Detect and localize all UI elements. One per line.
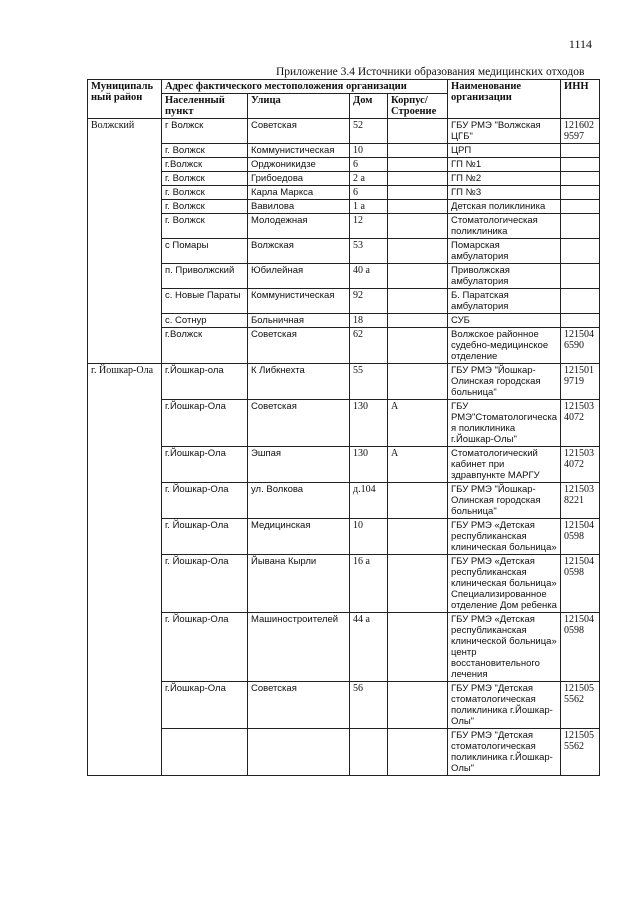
- cell-org: ГБУ РМЭ «Детская республиканская клиническая больница» Специализированное отделение Дом ребенка: [448, 555, 561, 613]
- cell-locality: с Помары: [162, 239, 248, 264]
- header-address: Адрес фактического местоположения организации: [162, 80, 448, 94]
- cell-building: [388, 555, 448, 613]
- cell-street: Коммунистическая: [248, 289, 350, 314]
- cell-building: [388, 144, 448, 158]
- cell-locality: с. Сотнур: [162, 314, 248, 328]
- cell-building: [388, 682, 448, 729]
- cell-street: Йывана Кырли: [248, 555, 350, 613]
- cell-building: [388, 172, 448, 186]
- cell-locality: г. Йошкар-Ола: [162, 519, 248, 555]
- table-row: [88, 172, 600, 186]
- cell-inn: [561, 200, 600, 214]
- cell-house: 18: [350, 314, 388, 328]
- table-row: [88, 682, 600, 729]
- cell-district: г. Йошкар-Ола: [88, 364, 162, 776]
- cell-locality: [162, 729, 248, 776]
- cell-building: [388, 289, 448, 314]
- table-row: [88, 239, 600, 264]
- cell-house: 12: [350, 214, 388, 239]
- cell-street: Вавилова: [248, 200, 350, 214]
- cell-street: Машиностроителей: [248, 613, 350, 682]
- cell-inn: [561, 158, 600, 172]
- cell-org: Б. Паратская амбулатория: [448, 289, 561, 314]
- cell-org: ГБУ РМЭ "Волжская ЦГБ": [448, 119, 561, 144]
- table-row: [88, 214, 600, 239]
- cell-org: Стоматологическая поликлиника: [448, 214, 561, 239]
- cell-house: [350, 729, 388, 776]
- cell-org: Волжское районное судебно-медицинское отделение: [448, 328, 561, 364]
- cell-house: 2 а: [350, 172, 388, 186]
- cell-locality: г.Йошкар-Ола: [162, 400, 248, 447]
- cell-house: 44 а: [350, 613, 388, 682]
- cell-house: 52: [350, 119, 388, 144]
- header-house: Дом: [350, 94, 388, 119]
- medical-waste-sources-table: [87, 79, 600, 776]
- cell-building: [388, 364, 448, 400]
- cell-building: [388, 158, 448, 172]
- table-body: [88, 119, 600, 776]
- cell-house: 1 а: [350, 200, 388, 214]
- cell-house: 55: [350, 364, 388, 400]
- cell-street: Коммунистическая: [248, 144, 350, 158]
- cell-street: Юбилейная: [248, 264, 350, 289]
- table-row: [88, 729, 600, 776]
- header-org: Наименование организации: [448, 80, 561, 119]
- cell-building: [388, 483, 448, 519]
- cell-inn: [561, 144, 600, 158]
- table-row: [88, 119, 600, 144]
- cell-street: Карла Маркса: [248, 186, 350, 200]
- cell-org: Приволжская амбулатория: [448, 264, 561, 289]
- cell-building: [388, 186, 448, 200]
- cell-house: 10: [350, 519, 388, 555]
- cell-inn: [561, 314, 600, 328]
- cell-house: 130: [350, 447, 388, 483]
- cell-house: 92: [350, 289, 388, 314]
- cell-org: ГБУ РМЭ «Детская республиканская клиническая больница»: [448, 519, 561, 555]
- table-row: [88, 328, 600, 364]
- header-district: Муниципальный район: [88, 80, 162, 119]
- cell-inn: 121503 8221: [561, 483, 600, 519]
- cell-locality: г. Волжск: [162, 144, 248, 158]
- cell-inn: [561, 264, 600, 289]
- cell-building: [388, 519, 448, 555]
- table-row: [88, 555, 600, 613]
- cell-house: 16 а: [350, 555, 388, 613]
- cell-inn: 121503 4072: [561, 400, 600, 447]
- cell-building: [388, 200, 448, 214]
- cell-inn: [561, 289, 600, 314]
- cell-street: [248, 729, 350, 776]
- table-row: [88, 200, 600, 214]
- header-locality: Населенный пункт: [162, 94, 248, 119]
- cell-house: д.104: [350, 483, 388, 519]
- cell-street: Волжская: [248, 239, 350, 264]
- cell-locality: г. Йошкар-Ола: [162, 555, 248, 613]
- cell-locality: г.Йошкар-ола: [162, 364, 248, 400]
- cell-house: 10: [350, 144, 388, 158]
- cell-locality: г.Йошкар-Ола: [162, 447, 248, 483]
- cell-org: ГБУ РМЭ "Детская стоматологическая поликлиника г.Йошкар-Олы": [448, 682, 561, 729]
- cell-building: [388, 239, 448, 264]
- cell-street: Больничная: [248, 314, 350, 328]
- cell-org: ЦРП: [448, 144, 561, 158]
- cell-org: Стоматологический кабинет при здравпункте МАРГУ: [448, 447, 561, 483]
- cell-inn: [561, 186, 600, 200]
- table-row: [88, 314, 600, 328]
- cell-org: СУБ: [448, 314, 561, 328]
- cell-house: 6: [350, 158, 388, 172]
- cell-org: ГБУ РМЭ"Стоматологическая поликлиника г.Йошкар-Олы": [448, 400, 561, 447]
- cell-inn: [561, 239, 600, 264]
- cell-building: А: [388, 400, 448, 447]
- cell-house: 130: [350, 400, 388, 447]
- header-building: Корпус/ Строение: [388, 94, 448, 119]
- cell-inn: 121503 4072: [561, 447, 600, 483]
- cell-building: [388, 314, 448, 328]
- cell-house: 53: [350, 239, 388, 264]
- header-inn: ИНН: [561, 80, 600, 119]
- cell-building: А: [388, 447, 448, 483]
- table-row: [88, 483, 600, 519]
- cell-house: 62: [350, 328, 388, 364]
- cell-street: Орджоникидзе: [248, 158, 350, 172]
- cell-locality: п. Приволжский: [162, 264, 248, 289]
- table-row: [88, 289, 600, 314]
- cell-street: Советская: [248, 119, 350, 144]
- cell-house: 40 а: [350, 264, 388, 289]
- cell-org: Помарская амбулатория: [448, 239, 561, 264]
- cell-building: [388, 328, 448, 364]
- table-row: [88, 264, 600, 289]
- cell-inn: 121504 6590: [561, 328, 600, 364]
- table-row: [88, 519, 600, 555]
- cell-inn: [561, 214, 600, 239]
- cell-street: ул. Волкова: [248, 483, 350, 519]
- cell-org: ГП №2: [448, 172, 561, 186]
- cell-building: [388, 264, 448, 289]
- cell-house: 6: [350, 186, 388, 200]
- page-number: 1114: [568, 37, 592, 51]
- cell-org: ГБУ РМЭ «Детская республиканская клинической больница» центр восстановительного лечения: [448, 613, 561, 682]
- cell-locality: г. Волжск: [162, 214, 248, 239]
- cell-street: Советская: [248, 328, 350, 364]
- table-row: [88, 447, 600, 483]
- cell-house: 56: [350, 682, 388, 729]
- cell-locality: г.Волжск: [162, 158, 248, 172]
- table-row: [88, 186, 600, 200]
- cell-inn: 121505 5562: [561, 682, 600, 729]
- cell-inn: [561, 172, 600, 186]
- header-street: Улица: [248, 94, 350, 119]
- cell-inn: 121504 0598: [561, 555, 600, 613]
- cell-locality: г. Волжск: [162, 172, 248, 186]
- cell-inn: 121602 9597: [561, 119, 600, 144]
- cell-inn: 121504 0598: [561, 519, 600, 555]
- cell-locality: г.Волжск: [162, 328, 248, 364]
- cell-street: Молодежная: [248, 214, 350, 239]
- cell-locality: г.Йошкар-Ола: [162, 682, 248, 729]
- table-row: [88, 144, 600, 158]
- cell-street: Грибоедова: [248, 172, 350, 186]
- cell-street: Медицинская: [248, 519, 350, 555]
- cell-building: [388, 613, 448, 682]
- cell-org: Детская поликлиника: [448, 200, 561, 214]
- cell-inn: 121501 9719: [561, 364, 600, 400]
- cell-inn: 121505 5562: [561, 729, 600, 776]
- cell-locality: г. Волжск: [162, 186, 248, 200]
- cell-locality: с. Новые Параты: [162, 289, 248, 314]
- cell-locality: г. Йошкар-Ола: [162, 483, 248, 519]
- table-row: [88, 158, 600, 172]
- cell-org: ГБУ РМЭ "Йошкар-Олинская городская больница": [448, 483, 561, 519]
- cell-locality: г. Йошкар-Ола: [162, 613, 248, 682]
- cell-street: К Либкнехта: [248, 364, 350, 400]
- cell-street: Эшпая: [248, 447, 350, 483]
- cell-building: [388, 214, 448, 239]
- cell-building: [388, 729, 448, 776]
- cell-building: [388, 119, 448, 144]
- cell-locality: г. Волжск: [162, 200, 248, 214]
- table-caption: Приложение 3.4 Источники образования медицинских отходов: [276, 66, 585, 78]
- cell-org: ГП №3: [448, 186, 561, 200]
- table-row: [88, 400, 600, 447]
- cell-district: Волжский: [88, 119, 162, 364]
- table-row: [88, 613, 600, 682]
- cell-street: Советская: [248, 682, 350, 729]
- table-row: [88, 364, 600, 400]
- cell-org: ГБУ РМЭ "Йошкар-Олинская городская больница": [448, 364, 561, 400]
- cell-street: Советская: [248, 400, 350, 447]
- cell-org: ГП №1: [448, 158, 561, 172]
- cell-org: ГБУ РМЭ "Детская стоматологическая поликлиника г.Йошкар-Олы": [448, 729, 561, 776]
- cell-inn: 121504 0598: [561, 613, 600, 682]
- cell-locality: г Волжск: [162, 119, 248, 144]
